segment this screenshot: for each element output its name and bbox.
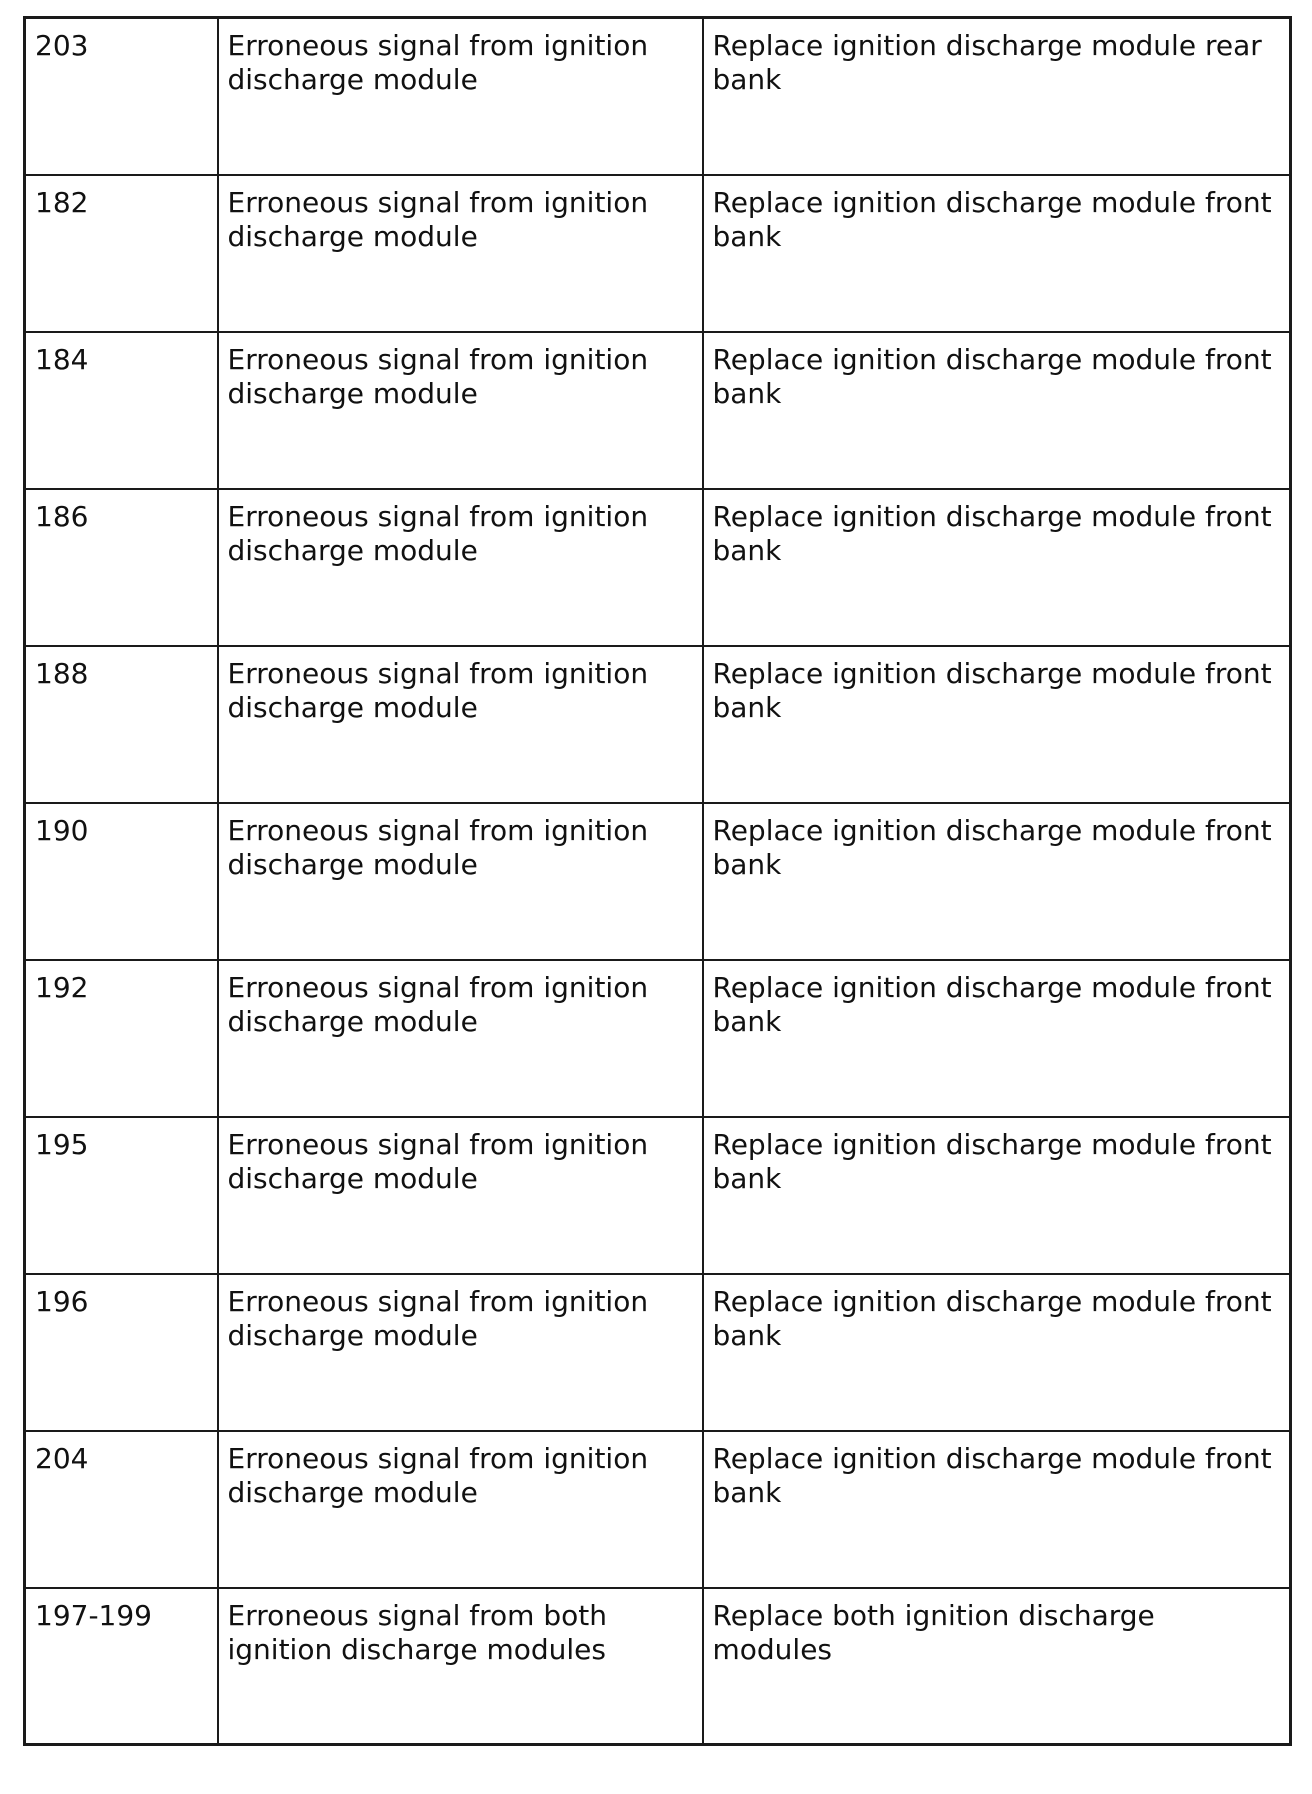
fault-code-cell: 203 [25,18,218,175]
fault-code-cell: 195 [25,1117,218,1274]
fault-code-cell: 196 [25,1274,218,1431]
description-cell: Erroneous signal from ignition discharge module [218,489,703,646]
table-row [25,18,1291,175]
description-cell: Erroneous signal from ignition discharge module [218,1117,703,1274]
fault-code-cell: 182 [25,175,218,332]
action-cell: Replace ignition discharge module front bank [703,332,1291,489]
fault-code-cell: 186 [25,489,218,646]
description-cell: Erroneous signal from ignition discharge module [218,332,703,489]
description-cell: Erroneous signal from ignition discharge module [218,646,703,803]
fault-code-cell: 192 [25,960,218,1117]
fault-code-cell: 197-199 [25,1588,218,1745]
table-row [25,1588,1291,1745]
table-row [25,646,1291,803]
fault-code-cell: 184 [25,332,218,489]
description-cell: Erroneous signal from ignition discharge module [218,803,703,960]
fault-code-cell: 190 [25,803,218,960]
description-cell: Erroneous signal from ignition discharge module [218,1431,703,1588]
action-cell: Replace ignition discharge module front bank [703,489,1291,646]
description-cell: Erroneous signal from ignition discharge module [218,1274,703,1431]
action-cell: Replace ignition discharge module front bank [703,175,1291,332]
action-cell: Replace ignition discharge module rear bank [703,18,1291,175]
action-cell: Replace ignition discharge module front bank [703,1431,1291,1588]
action-cell: Replace both ignition discharge modules [703,1588,1291,1745]
action-cell: Replace ignition discharge module front bank [703,1117,1291,1274]
description-cell: Erroneous signal from ignition discharge module [218,175,703,332]
table-row [25,175,1291,332]
table-row [25,1117,1291,1274]
description-cell: Erroneous signal from ignition discharge module [218,18,703,175]
action-cell: Replace ignition discharge module front bank [703,646,1291,803]
table-row [25,803,1291,960]
fault-code-cell: 204 [25,1431,218,1588]
fault-code-table [23,16,1292,1746]
action-cell: Replace ignition discharge module front bank [703,1274,1291,1431]
table-row [25,1431,1291,1588]
action-cell: Replace ignition discharge module front bank [703,803,1291,960]
description-cell: Erroneous signal from both ignition discharge modules [218,1588,703,1745]
table-row [25,489,1291,646]
table-row [25,332,1291,489]
table-row [25,1274,1291,1431]
description-cell: Erroneous signal from ignition discharge module [218,960,703,1117]
fault-code-cell: 188 [25,646,218,803]
table-row [25,960,1291,1117]
action-cell: Replace ignition discharge module front bank [703,960,1291,1117]
